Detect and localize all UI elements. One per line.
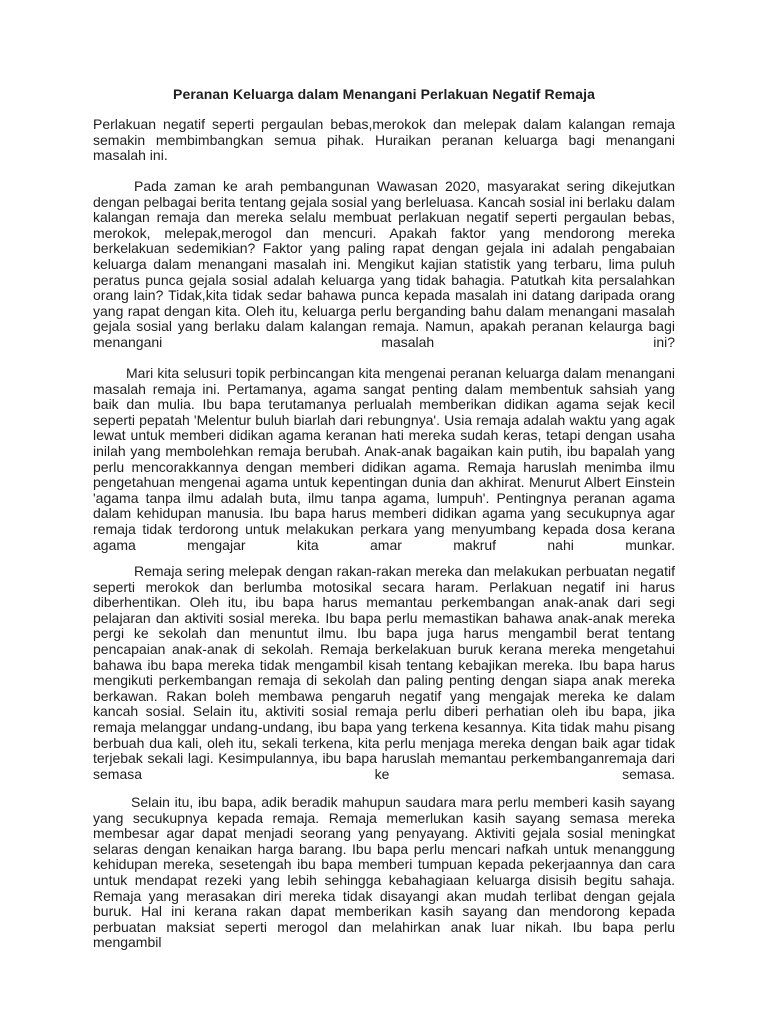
introduction-paragraph: Pada zaman ke arah pembangunan Wawasan 2020, masyarakat sering dikejutkan dengan pelbagai berita tentang gejala sosial yang berleluasa. Kancah sosial ini berlaku dalam kalangan remaja dan mereka selalu membuat perlakuan negatif seperti pergaulan bebas, merokok, melepak,merogol dan mencuri. Apakah faktor yang mendorong mereka berkelakuan sedemikian? Faktor yang paling rapat dengan gejala ini adalah pengabaian keluarga dalam menangani masalah ini. Mengikut kajian statistik yang terbaru, lima puluh peratus punca gejala sosial adalah keluarga yang tidak bahagia. Patutkah kita persalahkan orang lain? Tidak,kita tidak sedar bahawa punca kepada masalah ini datang daripada orang yang rapat dengan kita. Oleh itu, keluarga perlu berganding bahu dalam menangani masalah gejala sosial yang berlaku dalam kalangan remaja. Namun, apakah peranan kelaurga bagi menangani masalah ini? bbox=[93, 178, 675, 350]
body-paragraph-religion: Mari kita selusuri topik perbincangan kita mengenai peranan keluarga dalam menangani masalah remaja ini. Pertamanya, agama sangat penting dalam membentuk sahsiah yang baik dan mulia. Ibu bapa terutamanya perlualah memberikan didikan agama sejak kecil seperti pepatah 'Melentur buluh biarlah dari rebungnya'. Usia remaja adalah waktu yang agak lewat untuk memberi didikan agama keranan hati mereka sudah keras, tetapi dengan usaha inilah yang membolehkan remaja berubah. Anak-anak bagaikan kain putih, ibu bapalah yang perlu mencorakkannya dengan memberi didikan agama. Remaja haruslah menimba ilmu pengetahuan mengenai agama untuk kepentingan dunia dan akhirat. Menurut Albert Einstein 'agama tanpa ilmu adalah buta, ilmu tanpa agama, lumpuh'. Pentingnya peranan agama dalam kehidupan manusia. Ibu bapa harus memberi didikan agama yang secukupnya agar remaja tidak terdorong untuk melakukan perkara yang menyumbang kepada dosa kerana agama mengajar kita amar makruf nahi munkar. bbox=[93, 365, 675, 553]
body-paragraph-affection: Selain itu, ibu bapa, adik beradik mahupun saudara mara perlu memberi kasih sayang yang secukupnya kepada remaja. Remaja memerlukan kasih sayang semasa mereka membesar agar dapat menjadi seorang yang penyayang. Aktiviti gejala sosial meningkat selaras dengan kenaikan harga barang. Ibu bapa perlu mencari nafkah untuk menanggung kehidupan mereka, sesetengah ibu bapa memberi tumpuan kepada pekerjaannya dan cara untuk mendapat rezeki yang lebih sehingga kebahagiaan keluarga disisih begitu sahaja. Remaja yang merasakan diri mereka tidak disayangi akan mudah terlibat dengan gejala buruk. Hal ini kerana rakan dapat memberikan kasih sayang dan mendorong kepada perbuatan maksiat seperti merogol dan melahirkan anak luar nikah. Ibu bapa perlu mengambil bbox=[93, 794, 675, 951]
document-title: Peranan Keluarga dalam Menangani Perlakuan Negatif Remaja bbox=[173, 86, 595, 102]
body-paragraph-monitoring: Remaja sering melepak dengan rakan-rakan mereka dan melakukan perbuatan negatif seperti merokok dan berlumba motosikal secara haram. Perlakuan negatif ini harus diberhentikan. Oleh itu, ibu bapa harus memantau perkembangan anak-anak dari segi pelajaran dan aktiviti sosial mereka. Ibu bapa perlu memastikan bahawa anak-anak mereka pergi ke sekolah dan menuntut ilmu. Ibu bapa juga harus mengambil berat tentang pencapaian anak-anak di sekolah. Remaja berkelakuan buruk kerana mereka mengetahui bahawa ibu bapa mereka tidak mengambil kisah tentang kebajikan mereka. Ibu bapa harus mengikuti perkembangan remaja di sekolah dan paling penting dengan siapa anak mereka berkawan. Rakan boleh membawa pengaruh negatif yang mengajak mereka ke dalam kancah sosial. Selain itu, aktiviti sosial remaja perlu diberi perhatian oleh ibu bapa, jika remaja melanggar undang-undang, ibu bapa yang terkena kesannya. Kita tidak mahu pisang berbuah dua kali, oleh itu, sekali terkena, kita perlu menjaga mereka dengan baik agar tidak terjebak sekali lagi. Kesimpulannya, ibu bapa haruslah memantau perkembanganremaja dari semasa ke semasa. bbox=[93, 563, 675, 782]
question-paragraph: Perlakuan negatif seperti pergaulan bebas,merokok dan melepak dalam kalangan remaja semakin membimbangkan semua pihak. Huraikan peranan keluarga bagi menangani masalah ini. bbox=[93, 116, 675, 164]
